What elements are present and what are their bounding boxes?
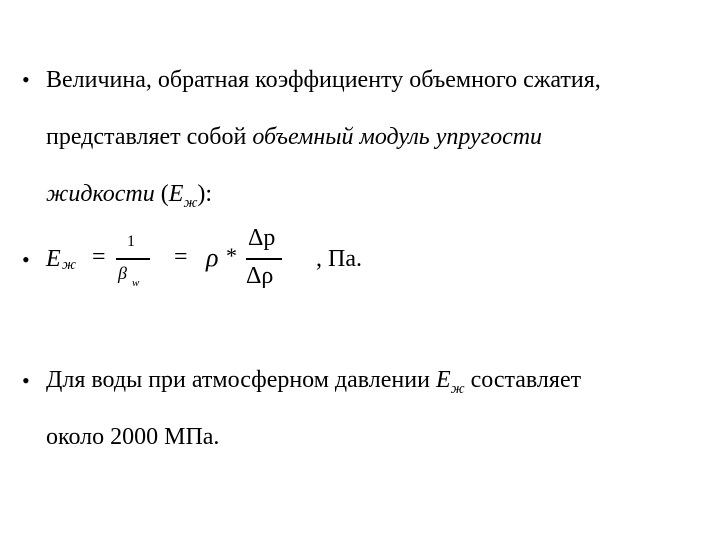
bullet-marker-2: • bbox=[22, 247, 30, 272]
fraction-1-denominator: β bbox=[118, 263, 127, 283]
symbol-e: E bbox=[168, 181, 184, 207]
bullet-1-line-1: Величина, обратная коэффициенту объемного сжатия, bbox=[46, 67, 601, 93]
bullet-1-line-2-text: представляет собой bbox=[46, 124, 253, 150]
term-liquid: жидкости bbox=[46, 181, 155, 207]
symbol-e-2-subscript: ж bbox=[450, 381, 465, 397]
bullet-3-line-2: около 2000 МПа. bbox=[46, 424, 220, 450]
fraction-2-denominator: Δρ bbox=[246, 263, 274, 289]
paren-open: ( bbox=[154, 181, 169, 207]
symbol-e-subscript: ж bbox=[183, 195, 198, 211]
bullet-3-line-1 bbox=[46, 367, 582, 397]
term-volume-modulus: объемный модуль упругости bbox=[252, 124, 543, 150]
fraction-2-numerator: Δp bbox=[248, 225, 276, 251]
formula-rho: ρ bbox=[206, 243, 219, 272]
formula-unit: , Па. bbox=[316, 246, 362, 272]
symbol-e-2: E bbox=[435, 367, 451, 393]
formula-equals-2: = bbox=[174, 244, 188, 270]
bullet-1-line-2 bbox=[46, 125, 542, 149]
bullet-3-line-1-tail: составляет bbox=[464, 367, 582, 393]
formula-lhs-subscript: ж bbox=[62, 257, 76, 273]
formula-equals-1: = bbox=[92, 244, 106, 270]
bullet-1-line-3 bbox=[46, 181, 213, 211]
paren-close: ): bbox=[197, 181, 213, 207]
bullet-marker-3: • bbox=[22, 368, 30, 393]
fraction-2-bar bbox=[246, 258, 282, 260]
bullet-marker-1: • bbox=[22, 67, 30, 92]
formula-star: * bbox=[226, 243, 237, 268]
fraction-1-bar bbox=[116, 258, 150, 260]
formula-lhs-symbol: E bbox=[46, 246, 61, 272]
fraction-1-denominator-subscript: w bbox=[132, 277, 140, 289]
bullet-3-line-1-text: Для воды при атмосферном давлении bbox=[46, 367, 436, 393]
fraction-1-numerator: 1 bbox=[127, 233, 135, 250]
